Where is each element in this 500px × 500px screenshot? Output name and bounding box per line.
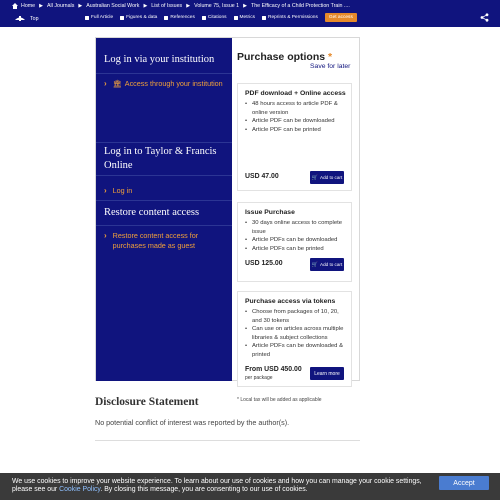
- purchase-option-card: [237, 291, 352, 387]
- cookie-banner: [0, 473, 500, 500]
- full-article-label[interactable]: Full Article: [91, 15, 114, 20]
- option-title: PDF download + Online access: [245, 90, 346, 97]
- reprints-label[interactable]: Reprints & Permissions: [268, 15, 318, 20]
- reprints-button[interactable]: [262, 15, 318, 20]
- add-to-cart-button[interactable]: [310, 171, 344, 184]
- access-through-institution-link[interactable]: [104, 79, 228, 89]
- option-title: Purchase access via tokens: [245, 298, 336, 305]
- cart-icon: 🛒: [311, 174, 318, 181]
- metrics-icon: [234, 16, 238, 20]
- add-to-cart-label[interactable]: Add to cart: [320, 175, 343, 180]
- save-for-later-link[interactable]: Save for later: [310, 63, 351, 70]
- purchase-option-card: [237, 83, 352, 191]
- reprints-icon: [262, 16, 266, 20]
- breadcrumb-home[interactable]: [12, 3, 35, 9]
- option-price: From USD 450.00: [245, 366, 302, 373]
- option-title: Issue Purchase: [245, 209, 295, 216]
- cookie-text-end: . By closing this message, you are consenting to our use of cookies.: [100, 486, 308, 493]
- back-to-top-link[interactable]: [14, 15, 39, 22]
- get-access-button[interactable]: Get access: [325, 13, 357, 22]
- journal-logo-icon: [14, 15, 26, 22]
- figures-data-label[interactable]: Figures & data: [126, 15, 158, 20]
- restore-access-link[interactable]: [104, 231, 228, 250]
- full-article-button[interactable]: [85, 15, 113, 20]
- figures-icon: [120, 16, 124, 20]
- references-icon: [164, 16, 168, 20]
- citations-label[interactable]: Citations: [207, 15, 227, 20]
- citations-icon: [202, 16, 206, 20]
- purchase-panel: [232, 38, 360, 403]
- cookie-policy-link[interactable]: Cookie Policy: [59, 486, 101, 493]
- purchase-option-card: [237, 202, 352, 282]
- breadcrumb: [12, 0, 350, 11]
- article-toolbar: [85, 12, 364, 23]
- tax-note: * Local tax will be added as applicable: [237, 397, 322, 403]
- references-label[interactable]: References: [170, 15, 195, 20]
- breadcrumb-journal-label[interactable]: Australian Social Work: [86, 2, 140, 9]
- list-item: • Choose from packages of 10, 20, and 30 tokens: [245, 308, 349, 325]
- tf-login-title: Log in to Taylor & Francis Online: [104, 146, 217, 171]
- metrics-label[interactable]: Metrics: [239, 15, 255, 20]
- add-to-cart-label[interactable]: Add to cart: [320, 262, 343, 267]
- breadcrumb-article: ▶ The Efficacy of a Child Protection Train ....: [243, 2, 350, 9]
- breadcrumb-list-of-issues[interactable]: ▶ List of Issues: [143, 2, 183, 9]
- option-price-unit: per package: [245, 375, 273, 381]
- option-features: [245, 308, 349, 360]
- log-in-label[interactable]: Log in: [112, 186, 133, 195]
- breadcrumb-list-of-issues-label[interactable]: List of Issues: [151, 2, 183, 9]
- list-item: • 30 days online access to complete issue: [245, 219, 349, 236]
- option-price: USD 47.00: [245, 173, 279, 180]
- list-item: • Article PDFs can be downloaded & printed: [245, 342, 349, 359]
- disclosure-text: No potential conflict of interest was reported by the author(s).: [95, 418, 290, 427]
- breadcrumb-article-label: The Efficacy of a Child Protection Train ....: [251, 2, 350, 9]
- breadcrumb-all-journals[interactable]: ▶ All Journals: [39, 2, 75, 9]
- citations-button[interactable]: [202, 15, 227, 20]
- divider: [96, 225, 232, 226]
- disclosure-heading: Disclosure Statement: [95, 396, 199, 408]
- top-label[interactable]: Top: [30, 15, 39, 22]
- institution-login-title: Log in via your institution: [104, 54, 215, 65]
- login-panel: [96, 38, 232, 381]
- chevron-right-icon: ›: [104, 186, 107, 195]
- figures-data-button[interactable]: [120, 15, 157, 20]
- list-item: • Article PDF can be downloaded: [245, 117, 349, 126]
- log-in-link[interactable]: [104, 186, 228, 196]
- list-item: • Article PDF can be printed: [245, 126, 349, 135]
- list-item: • Article PDFs can be printed: [245, 245, 349, 254]
- list-item: • Article PDFs can be downloaded: [245, 236, 349, 245]
- asterisk: *: [328, 51, 333, 63]
- option-features: [245, 100, 349, 134]
- cookie-message: [12, 478, 432, 494]
- divider: [96, 142, 232, 143]
- list-item: • 48 hours access to article PDF & online version: [245, 100, 349, 117]
- breadcrumb-issue[interactable]: ▶ Volume 75, Issue 1: [186, 2, 240, 9]
- divider: [95, 440, 360, 441]
- restore-access-title: Restore content access: [104, 207, 200, 218]
- article-icon: [85, 16, 89, 20]
- chevron-right-icon: ›: [104, 79, 107, 88]
- breadcrumb-home-label[interactable]: Home: [21, 2, 36, 9]
- option-price: USD 125.00: [245, 260, 283, 267]
- add-to-cart-button[interactable]: [310, 258, 344, 271]
- list-item: • Can use on articles across multiple libraries & subject collections: [245, 325, 349, 342]
- breadcrumb-issue-label[interactable]: Volume 75, Issue 1: [194, 2, 240, 9]
- institution-link-label[interactable]: Access through your institution: [124, 79, 223, 88]
- chevron-right-icon: ›: [104, 231, 107, 240]
- metrics-button[interactable]: [234, 15, 255, 20]
- restore-access-label[interactable]: Restore content access for purchases made as guest: [112, 231, 199, 250]
- breadcrumb-all-journals-label[interactable]: All Journals: [47, 2, 75, 9]
- institution-icon: 🏛: [112, 79, 122, 88]
- cookie-text-start: We use cookies to improve your website experience. To learn about our use of cookies and how you can manage your cookie settings, please see our: [12, 478, 422, 493]
- breadcrumb-journal[interactable]: ▶ Australian Social Work: [78, 2, 140, 9]
- option-features: [245, 219, 349, 253]
- cart-icon: 🛒: [311, 261, 318, 268]
- purchase-options-label: Purchase options: [237, 51, 326, 63]
- accept-cookies-button[interactable]: Accept: [439, 476, 489, 490]
- divider: [96, 73, 232, 74]
- divider: [96, 175, 232, 176]
- top-navigation-bar: [0, 0, 500, 27]
- learn-more-button[interactable]: Learn more: [310, 367, 344, 380]
- divider: [96, 200, 232, 201]
- purchase-options-title: [237, 51, 332, 63]
- share-icon[interactable]: [480, 13, 489, 22]
- references-button[interactable]: [164, 15, 195, 20]
- home-icon: [12, 3, 18, 9]
- institution-link-wrap[interactable]: [113, 79, 223, 89]
